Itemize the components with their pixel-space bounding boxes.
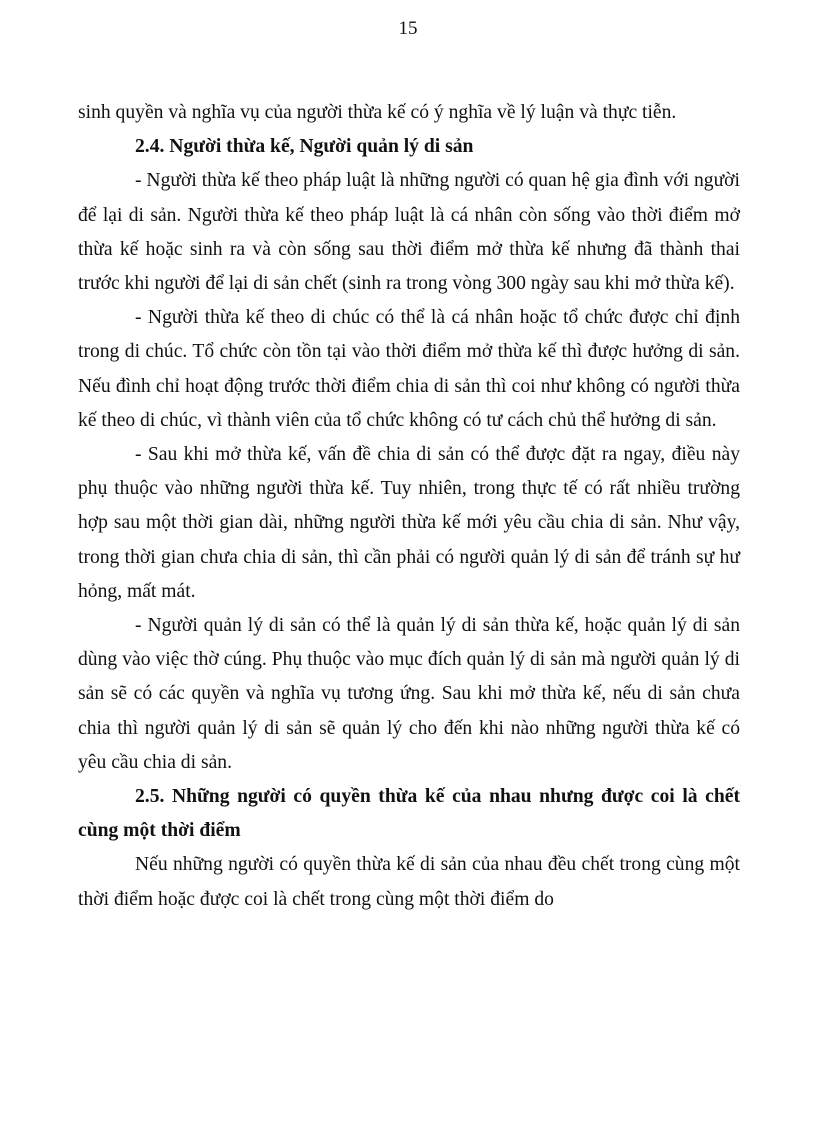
paragraph-continuation: sinh quyền và nghĩa vụ của người thừa kế có ý nghĩa về lý luận và thực tiễn. xyxy=(78,102,677,123)
page-number: 15 xyxy=(398,18,418,39)
section-heading-2-4: 2.4. Người thừa kế, Người quản lý di sản xyxy=(135,136,474,158)
document-body xyxy=(78,96,740,917)
paragraph-division-of-estate: - Sau khi mở thừa kế, vấn đề chia di sản có thể được đặt ra ngay, điều này phụ thuộc vào những người thừa kế. Tuy nhiên, trong thực tế có rất nhiều trường hợp sau một thời gian dài, những người thừa kế mới yêu cầu chia di sản. Như vậy, trong thời gian chưa chia di sản, thì cần phải có người quản lý di sản để tránh sự hư hỏng, mất mát. xyxy=(78,444,740,602)
section-heading-2-5: 2.5. Những người có quyền thừa kế của nhau nhưng được coi là chết cùng một thời điểm xyxy=(78,786,740,842)
paragraph-simultaneous-death: Nếu những người có quyền thừa kế di sản của nhau đều chết trong cùng một thời điểm hoặc được coi là chết trong cùng một thời điểm do xyxy=(78,854,740,910)
paragraph-estate-manager: - Người quản lý di sản có thể là quản lý di sản thừa kế, hoặc quản lý di sản dùng vào việc thờ cúng. Phụ thuộc vào mục đích quản lý di sản mà người quản lý di sản sẽ có các quyền và nghĩa vụ tương ứng. Sau khi mở thừa kế, nếu di sản chưa chia thì người quản lý di sản sẽ quản lý cho đến khi nào những người thừa kế có yêu cầu chia di sản. xyxy=(78,615,740,773)
paragraph-heirs-by-law: - Người thừa kế theo pháp luật là những người có quan hệ gia đình với người để lại di sản. Người thừa kế theo pháp luật là cá nhân còn sống vào thời điểm mở thừa kế hoặc sinh ra và còn sống sau thời điểm mở thừa kế nhưng đã thành thai trước khi người để lại di sản chết (sinh ra trong vòng 300 ngày sau khi mở thừa kế). xyxy=(78,170,740,295)
paragraph-heirs-by-will: - Người thừa kế theo di chúc có thể là cá nhân hoặc tổ chức được chỉ định trong di chúc. Tổ chức còn tồn tại vào thời điểm mở thừa kế thì được hưởng di sản. Nếu đình chỉ hoạt động trước thời điểm chia di sản thì coi như không có người thừa kế theo di chúc, vì thành viên của tổ chức không có tư cách chủ thể hưởng di sản. xyxy=(78,307,740,431)
